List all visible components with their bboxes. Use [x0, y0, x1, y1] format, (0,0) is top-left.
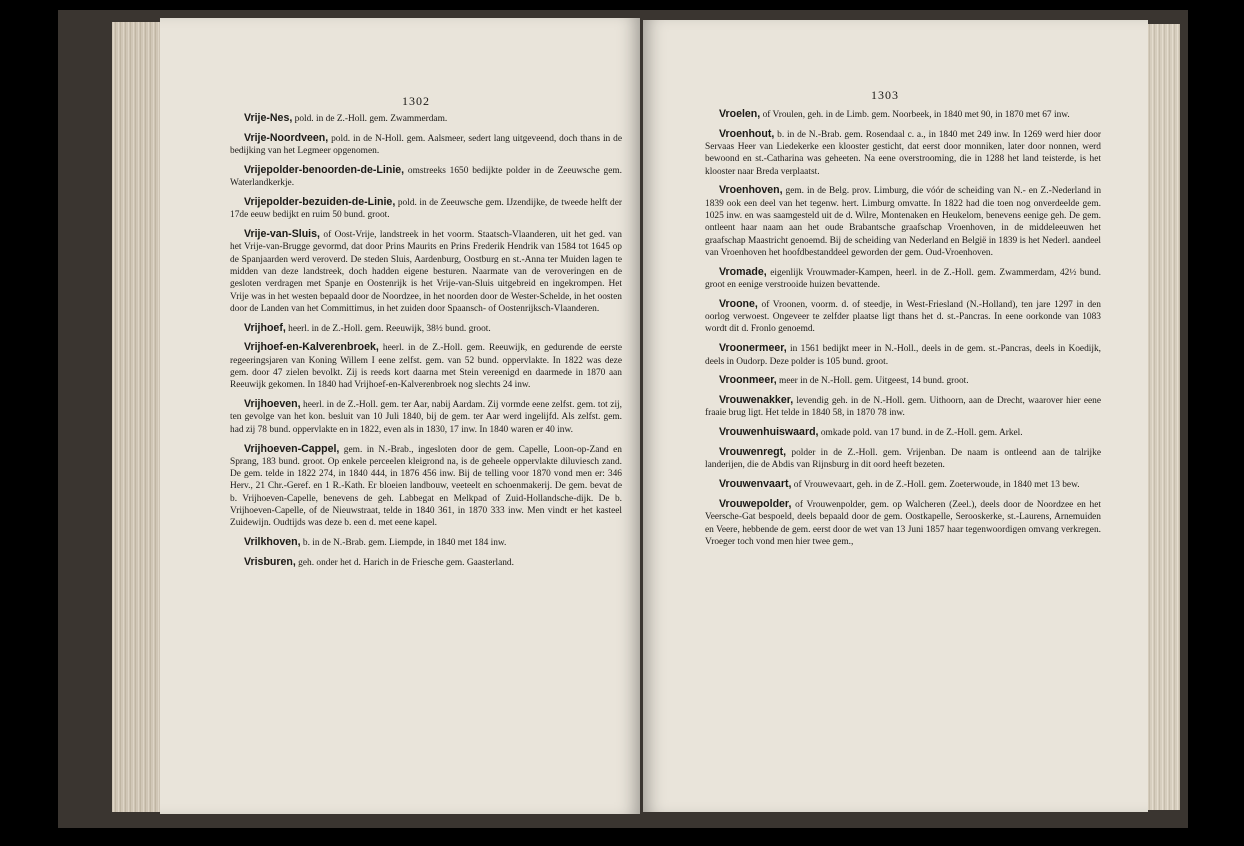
entry-heading: Vrije-Nes,	[244, 112, 293, 124]
page-number: 1302	[402, 94, 430, 108]
entry	[705, 108, 1101, 121]
entry-heading: Vrijepolder-benoorden-de-Linie,	[244, 163, 405, 176]
entry-body: of Vroulen, geh. in de Limb. gem. Noorbeek, in 1840 met 90, in 1870 met 67 inw.	[762, 110, 1070, 120]
entry	[230, 536, 622, 549]
entry-body: omstreeks 1650 bedijkte polder in de Zeeuwsche gem. Waterlandkerkje.	[230, 165, 623, 189]
page-edges-left	[112, 22, 162, 812]
entry	[705, 184, 1101, 259]
entry-body: b. in de N.-Brab. gem. Rosendaal c. a., in 1840 met 249 inw. In 1269 werd hier door Servaas Heer van Liedekerke een klooster gesticht, dat eerst door monniken, later door nonnen, werd bewoond en st.-Catharina was geheeten. Na eene overstrooming, die in 1288 het land teisterde, is het klooster naar Breda verplaatst.	[705, 129, 1102, 177]
page-number: 1303	[871, 88, 899, 102]
entry-heading: Vroonermeer,	[719, 342, 787, 355]
entry-heading: Vrije-Noordveen,	[244, 131, 329, 144]
entry-heading: Vrouwenakker,	[719, 394, 794, 407]
entry	[230, 132, 622, 158]
entry-heading: Vrouwenvaart,	[719, 478, 792, 491]
entry-heading: Vrouwepolder,	[719, 497, 792, 510]
entry-body: heerl. in de Z.-Holl. gem. Reeuwijk, 38½ bund. groot.	[288, 323, 491, 334]
entry-heading: Vroenhout,	[719, 127, 775, 140]
entry-heading: Vrisburen,	[244, 555, 296, 568]
entry	[230, 228, 622, 315]
entry	[230, 196, 622, 222]
entry	[705, 478, 1101, 491]
entry-body: levendig geh. in de N.-Holl. gem. Uithoorn, aan de Drecht, waarover hier eene fraaie brug ligt. Het telde in 1840 58, in 1870 78 inw.	[705, 396, 1101, 419]
entry	[705, 426, 1101, 439]
entry	[230, 443, 622, 530]
entry-heading: Vroelen,	[719, 108, 761, 120]
entry	[230, 112, 622, 125]
entry-heading: Vroone,	[719, 297, 758, 310]
entry-body: b. in de N.-Brab. gem. Liempde, in 1840 met 184 inw.	[302, 538, 507, 549]
entry-heading: Vrijepolder-bezuiden-de-Linie,	[244, 195, 396, 208]
entry	[705, 498, 1101, 548]
entry-body: pold. in de Zeeuwsche gem. IJzendijke, de tweede helft der 17de eeuw bedijkt en ruim 50 bund. groot.	[230, 197, 623, 221]
entry-body: heerl. in de Z.-Holl. gem. Reeuwijk, en gedurende de eerste regeeringsjaren van Koning Willem I eene zelfst. gem. van 52 bund. oppervlakte. In 1822 was deze gem. door 47 zielen bevolkt. Zij is reeds kort daarna met Stein vereenigd en daarmede in 1870 aan Reeuwijk gekomen. In 1840 had Vrijhoef-en-Kalverenbroek nog slechts 24 inw.	[230, 343, 623, 391]
entry-body: eigenlijk Vrouwmader-Kampen, heerl. in de Z.-Holl. gem. Zwammerdam, 42½ bund. groot en eenige verstrooide huizen bevattende.	[705, 267, 1101, 291]
entry-body: meer in de N.-Holl. gem. Uitgeest, 14 bund. groot.	[779, 376, 969, 387]
entry-body: of Vrouwenpolder, gem. op Walcheren (Zeel.), deels door de Noordzee en het Veersche-Gat bespoeld, deels bepaald door de gem. Oostkapelle, Serooskerke, st.-Laurens, Arnemuiden en Veere, hebbende de gem. eerst door de wet van 13 Juni 1857 haar tegenwoordigen omvang verkregen. Vroeger toch vond men hier twee gem.,	[705, 499, 1101, 547]
entry-heading: Vrijhoef-en-Kalverenbroek,	[244, 341, 379, 354]
entry	[705, 128, 1101, 178]
entry-body: gem. in N.-Brab., ingesloten door de gem. Capelle, Loon-op-Zand en Sprang, 183 bund. groot. Op enkele perceelen kleigrond na, is de geheele oppervlakte diluviesch zand. De gem. telde in 1822 274, in 1840 444, in 1876 456 inw. Bij de telling voor 1870 vond men er: 346 Herv., 21 Chr.-Geref. en 1 R.-Kath. Er bloeien landbouw, veeteelt en schoenmakerij. De gem. bevat de b. Vrijhoeven-Capelle, benevens de geh. Labbegat en Melkpad of Zuid-Hollandsche-dijk. De b. Vrijhoeven-Capelle, of de Nieuwstraat, telde in 1840 361, in 1870 333 inw. Men vindt er het kasteel Zuidewijn. Oudtijds was deze b. een d. met eene kapel.	[230, 444, 622, 529]
entry-heading: Vrije-van-Sluis,	[244, 228, 320, 241]
entry-body: gem. in de Belg. prov. Limburg, die vóór de scheiding van N.- en Z.-Nederland in 1839 ook een deel van het tegenw. hert. Limburg omvatte. In 1822 had die toen nog onverdeelde gem. 1025 inw. en was saamgesteld uit de d. Wilre, Montenaken en Heukelom, benevens eenige geh. De gem. ontleent haar naam aan het oude Brabantsche graafschap Vroenhoven, in de middeleeuwen het graafschap Maastricht genoemd. Bij de scheiding van Nederland en België in 1839 is het Nederl. aandeel van Vroenhoven het hoofdbestanddeel geworden der gem. Oud-Vroenhoven.	[705, 186, 1102, 258]
entry	[230, 341, 622, 391]
entry	[705, 266, 1101, 292]
entry-body: in 1561 bedijkt meer in N.-Holl., deels in de gem. st.-Pancras, deels in Koedijk, deels in Oudorp. Deze polder is 105 bund. groot.	[705, 344, 1101, 367]
page-edges-right	[1146, 24, 1180, 810]
entry-body: geh. onder het d. Harich in de Friesche gem. Gaasterland.	[298, 557, 514, 568]
entry-heading: Vroonmeer,	[719, 374, 777, 387]
entry-body: pold. in de Z.-Holl. gem. Zwammerdam.	[294, 114, 448, 124]
entry-heading: Vrijhoef,	[244, 321, 286, 334]
entry-body: heerl. in de Z.-Holl. gem. ter Aar, nabij Aardam. Zij vormde eene zelfst. gem. tot zij, ten gevolge van het kon. besluit van 10 Juli 1840, bij de gem. ter Aar werd ingelijfd. Als zelfst. gem. had zij 78 bund. oppervlakte en in 1822, even als in 1830, 17 inw. In 1840 waren er 40 inw.	[230, 400, 622, 435]
entry	[705, 374, 1101, 387]
entry-heading: Vrouwenhuiswaard,	[719, 426, 819, 439]
text-column	[705, 108, 1101, 555]
entry-heading: Vrilkhoven,	[244, 536, 301, 549]
entry-body: of Vroonen, voorm. d. of steedje, in West-Friesland (N.-Holland), ten jare 1297 in den oorlog verwoest. Ongeveer te zelfder plaatse ligt thans het d. st.-Pancras. In eene oorkonde van 1083 wordt dit d. Fronlo genoemd.	[705, 299, 1101, 335]
entry-heading: Vrijhoeven-Cappel,	[244, 442, 340, 455]
entry-body: pold. in de N-Holl. gem. Aalsmeer, sedert lang uitgeveend, doch thans in de bedijking van het Legmeer opgenomen.	[230, 133, 623, 157]
entry-body: of Oost-Vrije, landstreek in het voorm. Staatsch-Vlaanderen, uit het ged. van het Vrije-van-Brugge gevormd, dat door Prins Maurits en Prins Frederik Hendrik van 1584 tot 1645 op de Spanjaarden werd veroverd. De steden Sluis, Aardenburg, Oostburg en st.-Anna ter Muiden lagen te midden van deze landstreek, doch hadden eigene besturen. Naarmate van de veroveringen en de gesloten verdragen met Spanje en Oostenrijk is het Vrije-van-Sluis uitgebreid en ingekrompen. Het Vrije was in het westen bepaald door de Noordzee, in het noorden door de Wester-Schelde, in het oosten door de Landen van het Committimus, in het zuiden door Spaansch- of Oostenrijksch-Vlaanderen.	[230, 230, 622, 314]
entry	[230, 556, 622, 569]
entry-heading: Vrijhoeven,	[244, 398, 301, 411]
entry	[230, 398, 622, 436]
entry-body: polder in de Z.-Holl. gem. Vrijenban. De naam is ontleend aan de talrijke landerijen, die de Abdis van Rijnsburg in dit oord heeft bezeten.	[705, 448, 1101, 471]
entry	[230, 164, 622, 190]
entry-heading: Vroenhoven,	[719, 184, 783, 197]
entry-body: of Vrouwevaart, geh. in de Z.-Holl. gem. Zoeterwoude, in 1840 met 13 bew.	[793, 480, 1080, 491]
entry	[705, 342, 1101, 368]
entry-heading: Vromade,	[719, 265, 767, 278]
right-page	[643, 20, 1148, 812]
entry	[230, 322, 622, 335]
entry-body: omkade pold. van 17 bund. in de Z.-Holl. gem. Arkel.	[820, 428, 1023, 439]
text-column	[230, 112, 622, 576]
left-page	[160, 18, 640, 814]
entry	[705, 446, 1101, 472]
entry	[705, 394, 1101, 420]
entry-heading: Vrouwenregt,	[719, 446, 787, 459]
entry	[705, 298, 1101, 336]
